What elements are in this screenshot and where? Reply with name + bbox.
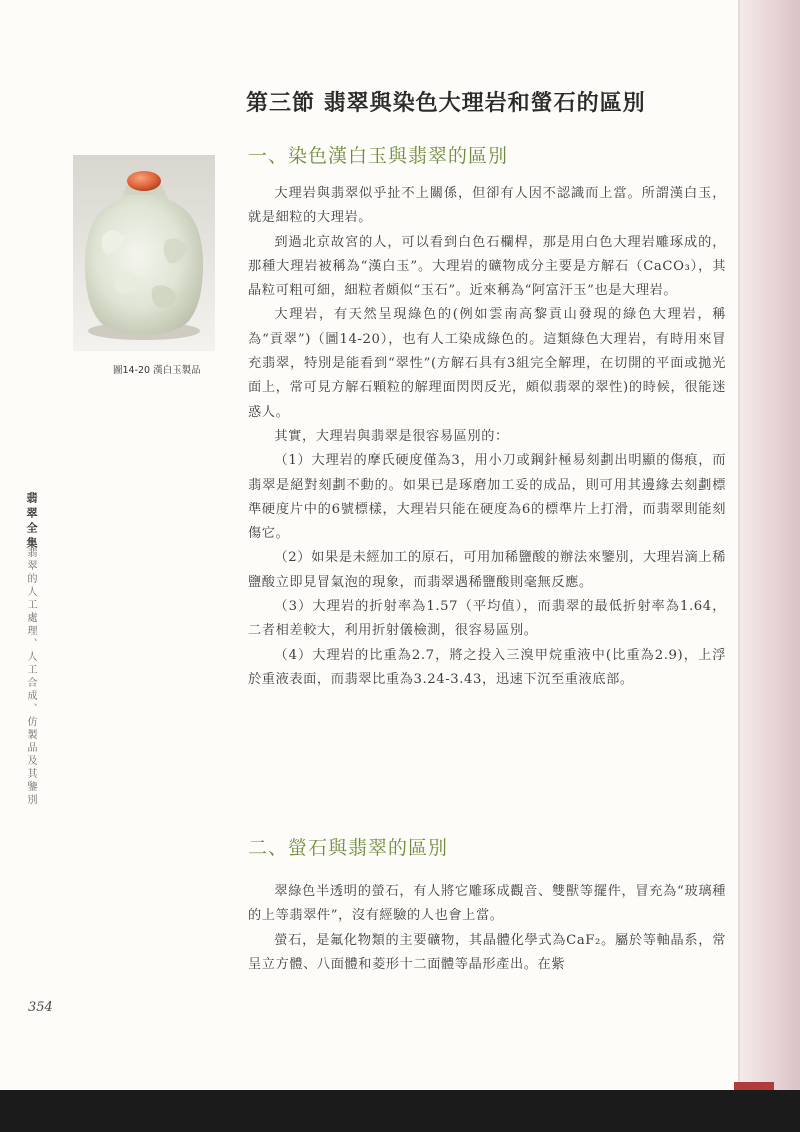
section-2-body	[248, 880, 726, 977]
paragraph: 到過北京故宮的人，可以看到白色石欄桿，那是用白色大理岩雕琢成的，那種大理岩被稱為“漢白玉”。大理岩的礦物成分主要是方解石（CaCO₃），其晶粒可粗可細，細粒者頗似“玉石”。近來稱為“阿富汗玉”也是大理岩。	[248, 234, 726, 299]
page-edge	[738, 0, 740, 1090]
paragraph: （2）如果是未經加工的原石，可用加稀鹽酸的辦法來鑒別，大理岩滴上稀鹽酸立即見冒氣泡的現象，而翡翠遇稀鹽酸則毫無反應。	[248, 550, 726, 590]
paragraph: （4）大理岩的比重為2.7，將之投入三溴甲烷重液中(比重為2.9)，上浮於重液表面，而翡翠比重為3.24-3.43，迅速下沉至重液底部。	[248, 647, 726, 687]
section-1-body	[248, 182, 726, 692]
side-chapter-title: 翡翠的人工處理、人工合成、仿製品及其鑒別	[25, 547, 36, 807]
bottom-edge-accent	[734, 1082, 774, 1090]
paragraph: 螢石，是氟化物類的主要礦物，其晶體化學式為CaF₂。屬於等軸晶系，常呈立方體、八面體和菱形十二面體等晶形產出。在紫	[248, 932, 726, 972]
side-book-title: 翡翠全集	[25, 492, 38, 552]
snuff-bottle-illustration	[73, 155, 215, 351]
scan-bottom-band	[0, 1090, 800, 1132]
snuff-bottle-photo	[73, 155, 215, 351]
paragraph: 大理岩與翡翠似乎扯不上關係，但卻有人因不認識而上當。所謂漢白玉，就是細粒的大理岩。	[248, 186, 726, 226]
section-title: 第三節 翡翠與染色大理岩和螢石的區別	[246, 90, 646, 116]
page-binding-shadow	[738, 0, 800, 1090]
paragraph: 其實，大理岩與翡翠是很容易區別的：	[274, 428, 509, 444]
paragraph: 大理岩，有天然呈現綠色的(例如雲南高黎貢山發現的綠色大理岩，稱為“貢翠”)（圖14-20），也有人工染成綠色的。這類綠色大理岩，有時用來冒充翡翠，特別是能看到“翠性”(方解石具有3組完全解理，在切開的平面或拋光面上，常可見方解石顆粒的解理面閃閃反光，頗似翡翠的翠性)的時候，很能迷惑人。	[248, 307, 726, 420]
page-number: 354	[28, 1000, 53, 1015]
sub-heading-fluorite: 二、螢石與翡翠的區別	[248, 837, 449, 859]
paragraph: （1）大理岩的摩氏硬度僅為3，用小刀或鋼針極易刻劃出明顯的傷痕，而翡翠是絕對刻劃不動的。如果已是琢磨加工妥的成品，則可用其邊緣去刻劃標準硬度片中的6號標樣，大理岩只能在硬度為6的標準片上打滑，而翡翠則能刻傷它。	[248, 453, 726, 542]
paragraph: （3）大理岩的折射率為1.57（平均值），而翡翠的最低折射率為1.64，二者相差較大，利用折射儀檢測，很容易區別。	[248, 599, 726, 639]
paragraph: 翠綠色半透明的螢石，有人將它雕琢成觀音、雙獸等擺件，冒充為“玻璃種的上等翡翠件”，沒有經驗的人也會上當。	[248, 884, 726, 924]
sub-heading-marble: 一、染色漢白玉與翡翠的區別	[248, 145, 509, 167]
figure-caption: 圖14-20 漢白玉製品	[113, 365, 201, 376]
